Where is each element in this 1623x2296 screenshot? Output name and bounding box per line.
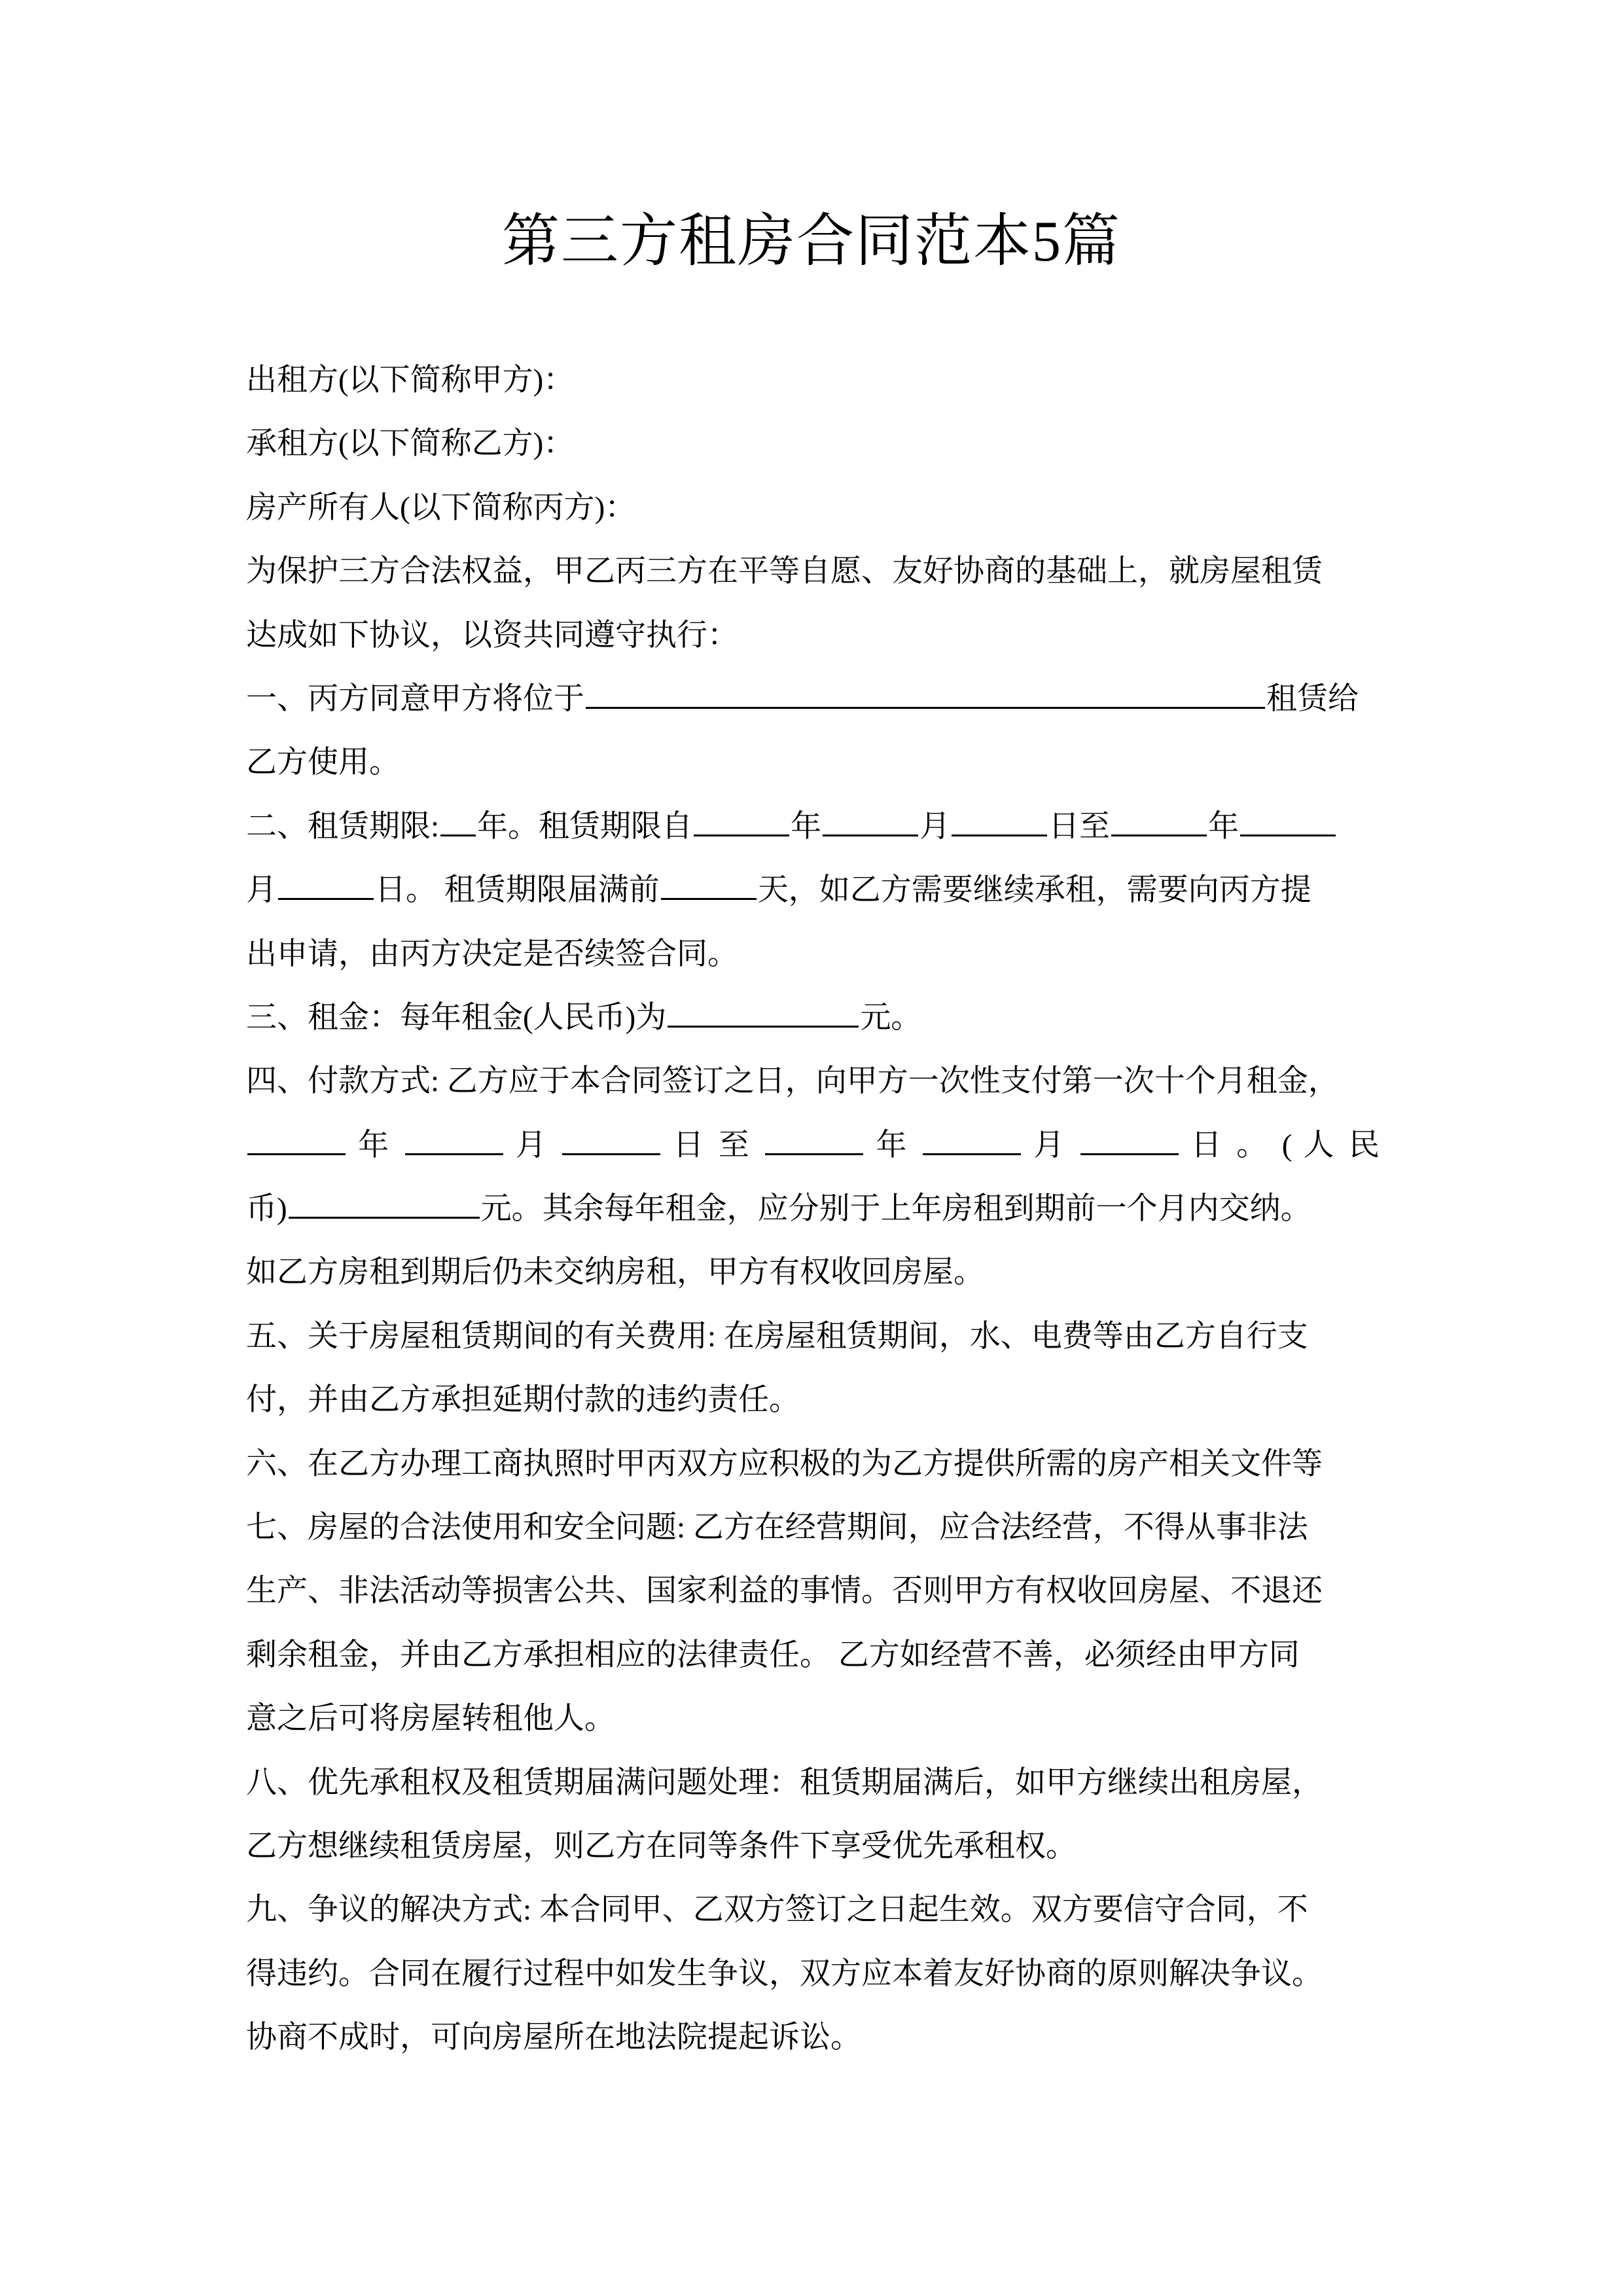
- clause-2-text: 天，如乙方需要继续承租，需要向丙方提: [757, 873, 1311, 908]
- end-year-blank[interactable]: [1111, 808, 1207, 836]
- clause-5-line-1: 五、关于房屋租赁期间的有关费用: 在房屋租赁期间，水、电费等由乙方自行支: [246, 1319, 1308, 1354]
- clause-7-line-1: 七、房屋的合法使用和安全问题: 乙方在经营期间，应合法经营，不得从事非法: [246, 1511, 1308, 1545]
- year-label: 年: [876, 1128, 910, 1162]
- pay-start-month-blank[interactable]: [405, 1127, 503, 1155]
- clause-3-line: [246, 986, 1380, 1050]
- month-label: 月: [515, 1128, 550, 1162]
- clause-1-suffix: 租赁给: [1266, 681, 1359, 716]
- notice-days-blank[interactable]: [661, 872, 757, 900]
- rmb-label: 币): [246, 1192, 287, 1227]
- pay-end-month-blank[interactable]: [923, 1127, 1021, 1155]
- clause-9-line-2: 得违约。合同在履行过程中如发生争议，双方应本着友好协商的原则解决争议。: [246, 1956, 1323, 1991]
- clause-4-line-4: 如乙方房租到期后仍未交纳房租，甲方有权收回房屋。: [246, 1255, 984, 1290]
- month-label: 月: [919, 809, 951, 844]
- clause-4-line-3: [246, 1177, 1380, 1241]
- month-label: 月: [246, 873, 277, 908]
- clause-4-line-2: [246, 1114, 1380, 1177]
- property-address-blank[interactable]: [586, 681, 1265, 709]
- year-label: 年: [791, 809, 822, 844]
- year-label: 年: [1208, 809, 1240, 844]
- clause-3-text: 三、租金：每年租金(人民币)为: [246, 1000, 667, 1035]
- clause-8-line-1: 八、优先承租权及租赁期届满问题处理：租赁期届满后，如甲方继续出租房屋，: [246, 1765, 1323, 1800]
- party-owner-line: 房产所有人(以下简称丙方)：: [246, 490, 636, 525]
- clause-2-line-1: [246, 795, 1380, 859]
- day-label: 日 。: [1190, 1128, 1271, 1162]
- clause-2-line-3: 出申请，由丙方决定是否续签合同。: [246, 937, 738, 971]
- rmb-label: ( 人 民: [1281, 1128, 1380, 1162]
- party-lessee-line: 承租方(以下简称乙方)：: [246, 427, 575, 461]
- clause-2-text: 年。租赁期限自: [477, 809, 693, 844]
- preamble-line-2: 达成如下协议，以资共同遵守执行：: [246, 618, 738, 653]
- clause-5-line-2: 付，并由乙方承担延期付款的违约责任。: [246, 1383, 800, 1418]
- annual-rent-blank[interactable]: [668, 999, 859, 1028]
- clause-1-line-2: 乙方使用。: [246, 745, 400, 780]
- clause-7-line-3: 剩余租金，并由乙方承担相应的法律责任。 乙方如经营不善，必须经由甲方同: [246, 1638, 1300, 1672]
- pay-end-year-blank[interactable]: [765, 1127, 863, 1155]
- preamble-line-1: 为保护三方合法权益，甲乙丙三方在平等自愿、友好协商的基础上，就房屋租赁: [246, 554, 1323, 589]
- clause-2-label: 二、租赁期限:: [246, 809, 440, 844]
- clause-7-line-2: 生产、非法活动等损害公共、国家利益的事情。否则甲方有权收回房屋、不退还: [246, 1574, 1323, 1609]
- document-title: 第三方租房合同范本5篇: [501, 210, 1121, 274]
- first-payment-blank[interactable]: [289, 1191, 480, 1219]
- clause-7-line-4: 意之后可将房屋转租他人。: [246, 1702, 615, 1736]
- document-body: [246, 349, 1380, 2070]
- pay-end-day-blank[interactable]: [1080, 1127, 1179, 1155]
- clause-2-text: 日。 租赁期限届满前: [375, 873, 660, 908]
- clause-6-line-1: 六、在乙方办理工商执照时甲丙双方应积极的为乙方提供所需的房产相关文件等: [246, 1446, 1323, 1481]
- clause-1-line-1: [246, 668, 1380, 731]
- pay-start-year-blank[interactable]: [247, 1127, 346, 1155]
- yuan-label: 元。: [860, 1000, 922, 1035]
- clause-4-text: 元。其余每年租金，应分别于上年房租到期前一个月内交纳。: [480, 1192, 1311, 1227]
- year-label: 年: [358, 1128, 393, 1162]
- clause-1-prefix: 一、丙方同意甲方将位于: [246, 681, 584, 716]
- clause-9-line-1: 九、争议的解决方式: 本合同甲、乙双方签订之日起生效。双方要信守合同，不: [246, 1893, 1308, 1928]
- start-month-blank[interactable]: [823, 808, 918, 836]
- end-month-blank[interactable]: [1240, 808, 1336, 836]
- party-lessor-line: 出租方(以下简称甲方)：: [246, 363, 575, 397]
- month-label: 月: [1033, 1128, 1068, 1162]
- pay-start-day-blank[interactable]: [562, 1127, 660, 1155]
- lease-years-blank[interactable]: [440, 808, 476, 836]
- clause-2-line-2: [246, 859, 1380, 922]
- end-day-blank[interactable]: [278, 872, 374, 900]
- clause-9-line-3: 协商不成时，可向房屋所在地法院提起诉讼。: [246, 2020, 861, 2055]
- start-day-blank[interactable]: [952, 808, 1047, 836]
- day-to-label: 日 至: [673, 1128, 753, 1162]
- start-year-blank[interactable]: [694, 808, 789, 836]
- clause-4-line-1: 四、付款方式: 乙方应于本合同签订之日，向甲方一次性支付第一次十个月租金，: [246, 1064, 1339, 1099]
- day-to-label: 日至: [1048, 809, 1111, 844]
- clause-8-line-2: 乙方想继续租赁房屋，则乙方在同等条件下享受优先承租权。: [246, 1829, 1077, 1863]
